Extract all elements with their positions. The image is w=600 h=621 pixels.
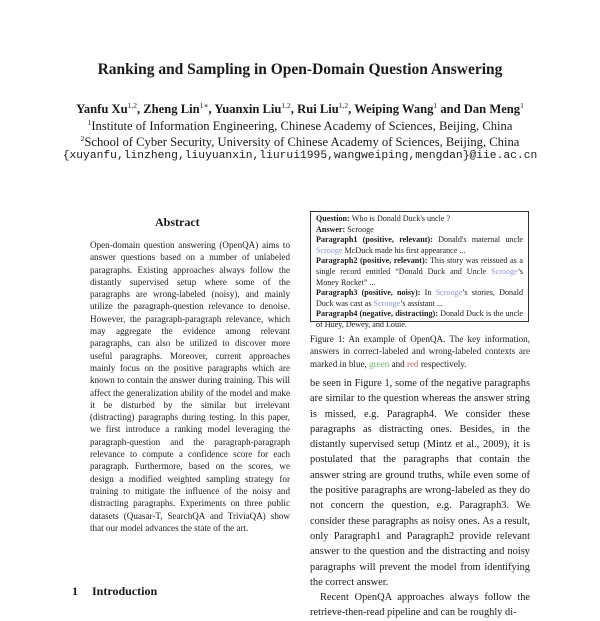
paper-title: Ranking and Sampling in Open-Domain Question Answering <box>97 61 503 78</box>
affiliation-2: $^2$School of Cyber Security, University of Chinese Academy of Sciences, Beijing, China <box>80 134 520 150</box>
section-number: 1 <box>72 584 78 598</box>
author-name: Zheng Lin <box>143 102 200 117</box>
answer-highlight: Scrooge <box>435 288 463 298</box>
affiliation-1: $^1$Institute of Information Engineering, Chinese Academy of Sciences, Beijing, China <box>87 118 513 134</box>
author-affiliation-mark: 1 <box>433 101 438 110</box>
answer-highlight: Scrooge <box>373 298 401 308</box>
body-text-right-column <box>310 376 530 621</box>
answer-highlight: Scrooge <box>316 245 343 255</box>
author-list: Yanfu Xu$^{1,2}$, Zheng Lin$^{1∗}$, Yuanxin Liu$^{1,2}$, Rui Liu$^{1,2}$, Weiping Wang$^1$ and Dan Meng$^1$ <box>76 101 524 117</box>
author-affiliation-mark: 1,2 <box>338 101 349 110</box>
author-affiliation-mark: 1∗ <box>199 101 209 110</box>
section-heading-introduction <box>72 584 171 599</box>
abstract-heading: Abstract <box>155 215 200 229</box>
author-affiliation-mark: 1,2 <box>127 101 137 110</box>
author-name: Yanfu Xu <box>76 102 128 117</box>
author-emails: {xuyanfu,linzheng,liuyuanxin,liurui1995,wangweiping,mengdan}@iie.ac.cn <box>62 150 538 162</box>
body-paragraph: be seen in Figure 1, some of the negative paragraphs are similar to the question whereas the answer string is missed, e.g. Paragraph4. We consider these paragraphs as distracting ones. Besides, in the distantly supervised setup (Mintz et al., 2009), it is postulated that the paragraphs that contain the answer string are ground truths, while even some of the positive paragraphs are wrong-labeled as they do not concern the question, e.g. Paragraph3. We consider these paragraphs as noisy ones. As a result, only Paragraph1 and Paragraph2 provide relevant answer to the question and the distracting and noisy paragraphs will prevent the model from identifying the correct answer. <box>310 378 530 588</box>
author-name: Rui Liu <box>297 102 339 117</box>
figure-1-example-box: Question: Who is Donald Duck's uncle ? Answer: Scrooge Paragraph1 (positive, relevant): Donald's maternal uncle Scrooge McDuck made his first appearance ... Paragraph2 (positive, relevant): This story was reissued as a single record entitled “Donald Duck and Uncle Scrooge’s Money Rocket” ... Paragraph3 (positive, noisy): In Scrooge’s stories, Donald Duck was cast as Scrooge’s assistant ... Paragraph4 (negative, distracting): Donald Duck is the uncle of Huey, Dewey, and Louie. <box>310 211 529 322</box>
section-title: Introduction <box>92 584 158 598</box>
body-paragraph: Recent OpenQA approaches always follow the retrieve-then-read pipeline and can be roughly di- <box>310 592 530 619</box>
author-name: Dan Meng <box>463 102 521 117</box>
author-affiliation-mark: 1 <box>520 101 524 110</box>
author-affiliation-mark: 1,2 <box>281 101 291 110</box>
author-name: Weiping Wang <box>354 102 434 117</box>
abstract-text: Open-domain question answering (OpenQA) aims to answer questions based on a number of unlabeled paragraphs. Existing approaches always follow the distantly supervised setup where some of the paragraphs are wrong-labeled (noisy), and mainly utilize the paragraph-question relevance to denoise. However, the paragraph-paragraph relevance, which may aggregate the evidence among relevant paragraphs, can also be utilized to discover more useful paragraphs. Moreover, current approaches mainly focus on the positive paragraphs which are known to contain the answer during training. This will affect the generalization ability of the model and make it be disturbed by the similar but irrelevant (distracting) paragraphs during testing. In this paper, we first introduce a ranking model leveraging the paragraph-question and the paragraph-paragraph relevance to compute a confidence score for each paragraph. Furthermore, based on the scores, we design a modified weighted sampling strategy for training to mitigate the influence of the noisy and distracting paragraphs. Experiments on three public datasets (Quasar-T, SearchQA and TriviaQA) show that our model advances the state of the art. <box>90 240 290 533</box>
figure-1-caption: Figure 1: An example of OpenQA. The key information, answers in correct-labeled and wrong-labeled contexts are marked in blue, green and red respectively. <box>310 334 530 369</box>
author-name: Yuanxin Liu <box>214 102 282 117</box>
answer-highlight: Scrooge <box>491 266 518 276</box>
